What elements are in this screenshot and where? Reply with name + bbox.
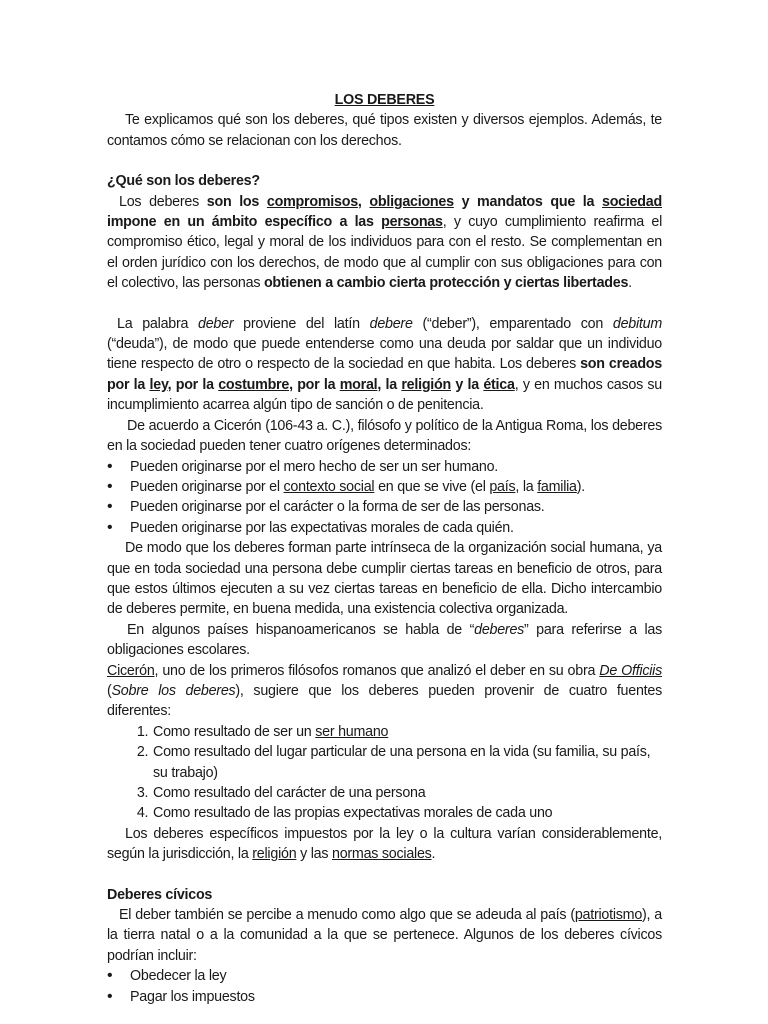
link-sociedad[interactable]: sociedad	[602, 193, 662, 210]
origins-bullet-list	[107, 457, 662, 539]
link-obligaciones[interactable]: obligaciones	[369, 193, 454, 210]
link-familia[interactable]: familia	[537, 478, 577, 495]
link-ley[interactable]: ley	[149, 376, 168, 393]
link-moral[interactable]: moral	[339, 376, 378, 393]
list-item: • Pueden originarse por el mero hecho de ser un ser humano.	[107, 457, 662, 477]
list-item: • Obedecer la ley	[107, 966, 662, 986]
school-duties-paragraph: En algunos países hispanoamericanos se habla de “deberes” para referirse a las obligaciones escolares.	[107, 621, 662, 659]
sources-numbered-list	[107, 722, 662, 824]
social-organization-paragraph: De modo que los deberes forman parte intrínseca de la organización social humana, ya que en toda sociedad una persona debe cumplir ciertas tareas en beneficio de otros, para que estos últimos ejecuten a su vez ciertas tareas en beneficio de ella. Dicho intercambio de deberes permite, en buena medida, una existencia colectiva organizada.	[107, 540, 662, 618]
section-heading-que-son: ¿Qué son los deberes?	[107, 173, 260, 190]
document-title: LOS DEBERES	[334, 92, 435, 108]
specific-duties-paragraph: Los deberes específicos impuestos por la ley o la cultura varían considerablemente, según la jurisdicción, la religión y las normas sociales.	[107, 825, 662, 863]
intro-paragraph: Te explicamos qué son los deberes, qué tipos existen y diversos ejemplos. Además, te contamos cómo se relacionan con los derechos.	[107, 112, 662, 149]
civic-bullet-list	[107, 966, 662, 1007]
link-etica[interactable]: ética	[483, 376, 515, 393]
link-normas-sociales[interactable]: normas sociales	[332, 846, 432, 863]
link-contexto-social[interactable]: contexto social	[283, 478, 375, 495]
document-page	[107, 90, 662, 1007]
definition-paragraph: Los deberes son los compromisos, obligaciones y mandatos que la sociedad impone en un ámbito específico a las personas, y cuyo cumplimiento reafirma el compromiso ético, legal y moral de los individuos para con el resto. Se complementan en el orden jurídico con los derechos, de modo que al cumplir con sus obligaciones para con el colectivo, las personas obtienen a cambio cierta protección y ciertas libertades.	[107, 193, 662, 292]
link-patriotismo[interactable]: patriotismo	[574, 907, 643, 924]
link-pais[interactable]: país	[489, 478, 516, 495]
list-item: • Pueden originarse por el carácter o la forma de ser de las personas.	[107, 497, 662, 517]
list-item: 2. Como resultado del lugar particular de una persona en la vida (su familia, su país, su trabajo)	[152, 742, 662, 783]
list-item: • Pueden originarse por las expectativas morales de cada quién.	[107, 518, 662, 538]
list-item: 3. Como resultado del carácter de una persona	[152, 783, 662, 803]
de-officiis-paragraph: Cicerón, uno de los primeros filósofos romanos que analizó el deber en su obra De Officiis (Sobre los deberes), sugiere que los deberes pueden provenir de cuatro fuentes diferentes:	[107, 662, 662, 720]
list-item: 1. Como resultado de ser un ser humano	[152, 722, 662, 742]
list-item: • Pueden originarse por el contexto social en que se vive (el país, la familia).	[107, 477, 662, 497]
list-item: 4. Como resultado de las propias expectativas morales de cada uno	[152, 803, 662, 823]
link-religion-2[interactable]: religión	[252, 846, 297, 863]
link-personas[interactable]: personas	[381, 214, 443, 231]
section-heading-civicos: Deberes cívicos	[107, 886, 213, 903]
link-ser-humano[interactable]: ser humano	[315, 723, 389, 740]
list-item: • Pagar los impuestos	[107, 987, 662, 1007]
etymology-paragraph: La palabra deber proviene del latín debere (“deber”), emparentado con debitum (“deuda”), de modo que puede entenderse como una deuda por saldar que un individuo tiene respecto de otro o respecto de la sociedad en que habita. Los deberes son creados por la ley, por la costumbre, por la moral, la religión y la ética, y en muchos casos su incumplimiento acarrea algún tipo de sanción o de penitencia.	[107, 315, 662, 414]
link-costumbre[interactable]: costumbre	[218, 376, 290, 393]
ciceron-paragraph: De acuerdo a Cicerón (106-43 a. C.), filósofo y político de la Antigua Roma, los deberes en la sociedad pueden tener cuatro orígenes determinados:	[107, 417, 662, 455]
link-de-officiis[interactable]: De Officiis	[599, 662, 662, 679]
link-religion[interactable]: religión	[401, 376, 451, 393]
link-ciceron[interactable]: Cicerón	[107, 662, 155, 679]
civic-duties-paragraph: El deber también se percibe a menudo como algo que se adeuda al país (patriotismo), a la tierra natal o a la comunidad a la que se pertenece. Algunos de los deberes cívicos podrían incluir:	[107, 907, 662, 964]
link-compromisos[interactable]: compromisos	[266, 193, 358, 210]
